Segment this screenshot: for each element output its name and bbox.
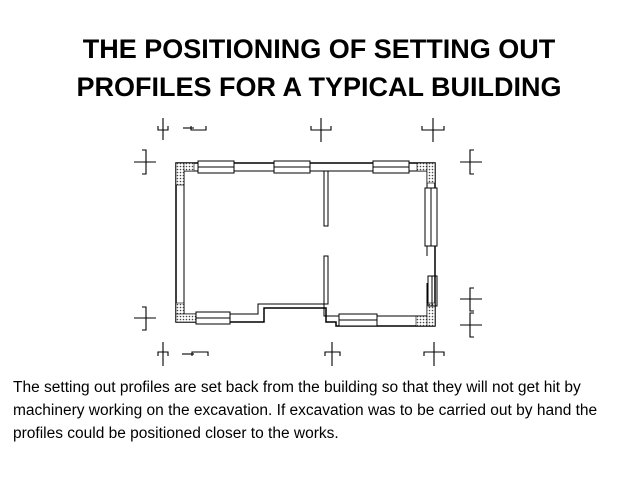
internal-partitions: [324, 171, 328, 304]
title-line-1: THE POSITIONING OF SETTING OUT: [82, 34, 556, 64]
building-plan-diagram: [128, 108, 498, 373]
building-walls: [176, 163, 435, 326]
wall-corner-hatching: [176, 163, 435, 326]
slide-title: [0, 30, 638, 106]
window-openings: [196, 161, 437, 326]
caption-text: The setting out profiles are set back from the building so that they will not get hit by machinery working on the excavation. If excavation was to be carried out by hand the profiles could be positioned closer to the works.: [13, 379, 598, 442]
title-line-2: PROFILES FOR A TYPICAL BUILDING: [76, 72, 562, 102]
